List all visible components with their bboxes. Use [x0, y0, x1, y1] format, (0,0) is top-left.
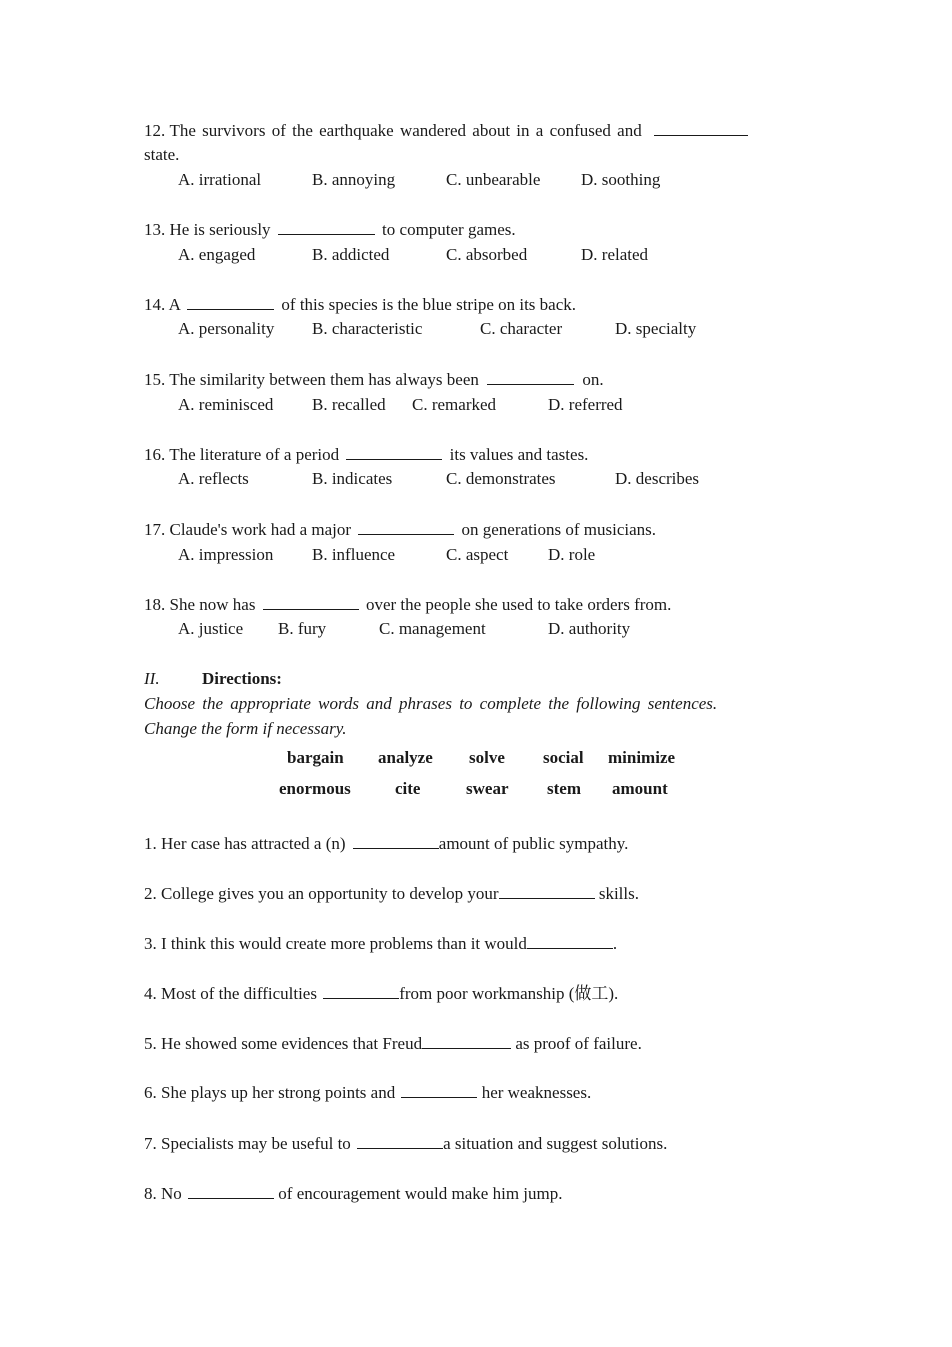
answer-blank[interactable]	[353, 833, 439, 849]
question-number: 12.	[144, 121, 166, 140]
word-bank-item: stem	[547, 779, 581, 798]
option-a[interactable]: A. justice	[178, 619, 244, 638]
answer-blank[interactable]	[357, 1133, 443, 1149]
fill-question-6	[144, 1082, 591, 1103]
question-text-after: to computer games.	[382, 220, 516, 239]
question-14	[144, 294, 576, 315]
question-text: 3. I think this would create more problems than it would	[144, 934, 527, 953]
fill-question-3	[144, 933, 617, 954]
section-numeral: II.	[144, 669, 160, 688]
question-text: The literature of a period	[169, 445, 340, 464]
question-16	[144, 444, 588, 465]
option-b[interactable]: B. influence	[312, 545, 396, 564]
question-text-after: its values and tastes.	[449, 445, 589, 464]
question-text-after: skills.	[594, 884, 639, 903]
question-text-after: of encouragement would make him jump.	[274, 1184, 563, 1203]
question-number: 14.	[144, 295, 166, 314]
option-b[interactable]: B. indicates	[312, 469, 393, 488]
option-d[interactable]: D. describes	[615, 469, 700, 488]
question-text-after: on.	[582, 370, 604, 389]
option-b[interactable]: B. annoying	[312, 170, 396, 189]
answer-blank[interactable]	[188, 1183, 274, 1199]
fill-question-8	[144, 1183, 562, 1204]
answer-blank[interactable]	[346, 444, 442, 460]
question-text: 4. Most of the difficulties	[144, 984, 317, 1003]
option-c[interactable]: C. absorbed	[446, 245, 528, 264]
word-bank-item: analyze	[378, 748, 433, 767]
question-text-after: as proof of failure.	[511, 1034, 642, 1053]
option-d[interactable]: D. authority	[548, 619, 631, 638]
option-c[interactable]: C. demonstrates	[446, 469, 556, 488]
option-c[interactable]: C. character	[480, 319, 563, 338]
option-a[interactable]: A. personality	[178, 319, 275, 338]
answer-blank[interactable]	[487, 369, 574, 385]
question-text: 5. He showed some evidences that Freud	[144, 1034, 423, 1053]
question-text: He is seriously	[169, 220, 271, 239]
option-c[interactable]: C. management	[379, 619, 486, 638]
section-instruction-line1: Choose the appropriate words and phrases to complete the following sentences.	[144, 694, 718, 713]
question-text: 7. Specialists may be useful to	[144, 1134, 351, 1153]
option-b[interactable]: B. recalled	[312, 395, 386, 414]
answer-blank[interactable]	[187, 294, 274, 310]
question-13	[144, 219, 516, 240]
question-text: 2. College gives you an opportunity to develop your	[144, 884, 499, 903]
option-d[interactable]: D. related	[581, 245, 649, 264]
question-text-after: her weaknesses.	[477, 1083, 592, 1102]
answer-blank[interactable]	[278, 219, 375, 235]
fill-question-1	[144, 833, 628, 854]
question-18	[144, 594, 671, 615]
question-number: 13.	[144, 220, 166, 239]
section-instruction-line2: Change the form if necessary.	[144, 719, 347, 738]
question-text: The survivors of the earthquake wandered about in a confused and	[169, 121, 642, 140]
option-d[interactable]: D. specialty	[615, 319, 697, 338]
fill-question-2	[144, 883, 639, 904]
answer-blank[interactable]	[401, 1082, 477, 1098]
word-bank-item: enormous	[279, 779, 351, 798]
question-text-after: on generations of musicians.	[461, 520, 657, 539]
question-12	[144, 120, 748, 141]
question-12-continuation: state.	[144, 145, 180, 164]
question-number: 16.	[144, 445, 166, 464]
question-text-after: a situation and suggest solutions.	[443, 1134, 668, 1153]
question-text-after: of this species is the blue stripe on its back.	[281, 295, 577, 314]
question-text: A	[168, 295, 180, 314]
question-text-after: from poor workmanship (做工).	[399, 984, 619, 1003]
answer-blank[interactable]	[527, 933, 613, 949]
question-text: Claude's work had a major	[169, 520, 352, 539]
question-text: 1. Her case has attracted a (n)	[144, 834, 346, 853]
word-bank-item: social	[543, 748, 584, 767]
answer-blank[interactable]	[654, 120, 748, 136]
option-b[interactable]: B. fury	[278, 619, 327, 638]
question-number: 15.	[144, 370, 166, 389]
question-15	[144, 369, 604, 390]
answer-blank[interactable]	[323, 983, 399, 999]
question-text: She now has	[169, 595, 256, 614]
option-c[interactable]: C. remarked	[412, 395, 497, 414]
option-d[interactable]: D. soothing	[581, 170, 661, 189]
option-d[interactable]: D. role	[548, 545, 596, 564]
option-c[interactable]: C. aspect	[446, 545, 509, 564]
option-a[interactable]: A. impression	[178, 545, 274, 564]
question-text: 6. She plays up her strong points and	[144, 1083, 396, 1102]
question-17	[144, 519, 656, 540]
option-a[interactable]: A. engaged	[178, 245, 256, 264]
word-bank-item: amount	[612, 779, 668, 798]
question-text: The similarity between them has always been	[169, 370, 479, 389]
question-text: 8. No	[144, 1184, 182, 1203]
question-text-after: .	[612, 934, 618, 953]
option-b[interactable]: B. addicted	[312, 245, 390, 264]
option-a[interactable]: A. reflects	[178, 469, 249, 488]
question-text-after: amount of public sympathy.	[438, 834, 629, 853]
word-bank-item: cite	[395, 779, 421, 798]
answer-blank[interactable]	[422, 1033, 511, 1049]
option-a[interactable]: A. reminisced	[178, 395, 274, 414]
word-bank-item: solve	[469, 748, 505, 767]
answer-blank[interactable]	[263, 594, 359, 610]
word-bank-item: swear	[466, 779, 509, 798]
option-c[interactable]: C. unbearable	[446, 170, 541, 189]
answer-blank[interactable]	[358, 519, 454, 535]
question-number: 17.	[144, 520, 166, 539]
option-b[interactable]: B. characteristic	[312, 319, 423, 338]
fill-question-4	[144, 983, 618, 1004]
word-bank-item: minimize	[608, 748, 676, 767]
section-title: Directions:	[202, 669, 282, 688]
fill-question-5	[144, 1033, 642, 1054]
question-number: 18.	[144, 595, 166, 614]
question-text-after: over the people she used to take orders from.	[365, 595, 672, 614]
fill-question-7	[144, 1133, 667, 1154]
answer-blank[interactable]	[499, 883, 595, 899]
option-d[interactable]: D. referred	[548, 395, 623, 414]
option-a[interactable]: A. irrational	[178, 170, 262, 189]
word-bank-item: bargain	[287, 748, 344, 767]
